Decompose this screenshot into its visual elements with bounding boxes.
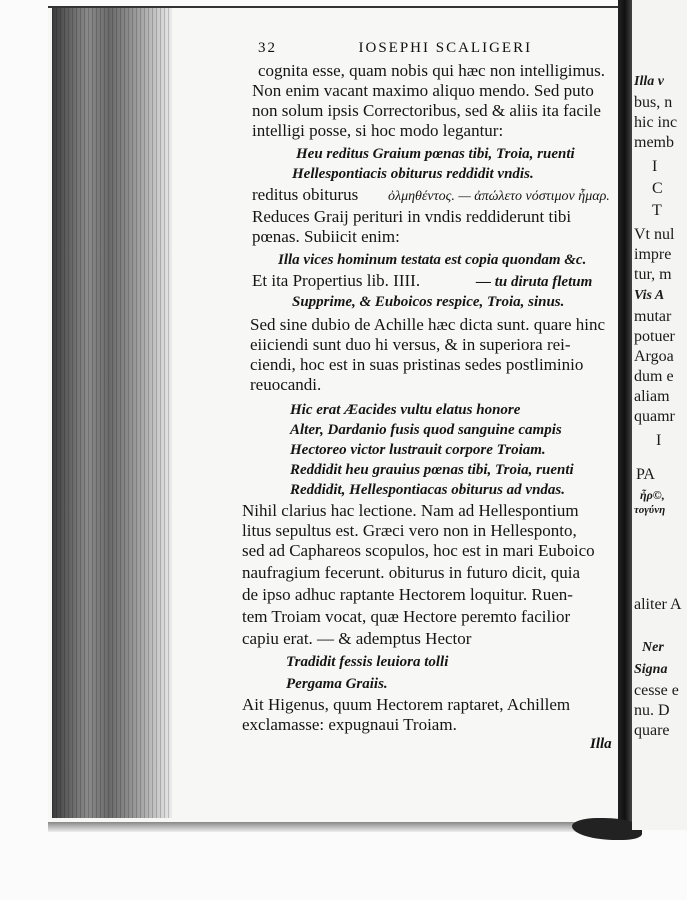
facing-line: I: [652, 158, 658, 175]
text-line: reditus obiturus: [252, 185, 359, 204]
running-head: [258, 40, 532, 57]
text-line: naufragium fecerunt. obiturus in futuro dicit, quia: [242, 563, 581, 582]
facing-line: aliam: [634, 388, 670, 405]
facing-line: I: [656, 432, 662, 449]
text-line: intelligi posse, si hoc modo legantur:: [252, 121, 504, 140]
text-line: Nihil clarius hac lectione. Nam ad Hellespontium: [242, 501, 579, 520]
facing-line: tur, m: [634, 266, 672, 283]
text-line: Et ita Propertius lib. IIII.: [252, 271, 421, 290]
text-line: cognita esse, quam nobis qui hæc non intelligimus.: [258, 61, 606, 80]
facing-line: impre: [634, 246, 672, 263]
greek-quote: ὀλμηθέντος. — ἀπώλετο νόστιμον ἦμαρ.: [388, 189, 610, 204]
facing-line: T: [652, 202, 662, 219]
text-line: Ait Higenus, quum Hectorem raptaret, Achillem: [242, 695, 571, 714]
facing-line: PA: [636, 466, 655, 483]
verse-line: Hectoreo victor lustrauit corpore Troiam.: [290, 442, 546, 458]
verse-line: Reddidit, Hellespontiacas obiturus ad vndas.: [290, 482, 566, 498]
facing-line: C: [652, 180, 663, 197]
facing-line: cesse e: [634, 682, 679, 699]
verse-line: Tradidit fessis leuiora tolli: [286, 654, 449, 670]
facing-line: potuer: [634, 328, 675, 345]
facing-line: hic inc: [634, 114, 678, 131]
text-line: Sed sine dubio de Achille hæc dicta sunt. quare hinc: [250, 315, 606, 334]
facing-line: dum e: [634, 368, 674, 385]
facing-line: Vt nul: [634, 226, 675, 243]
facing-page: [632, 0, 687, 830]
text-line: sed ad Caphareos scopulos, hoc est in mari Euboico: [242, 541, 595, 560]
text-line: tem Troiam vocat, quæ Hectore peremto facilior: [242, 607, 571, 626]
page-gutter: [618, 0, 632, 830]
verse-line: — tu diruta fletum: [476, 274, 593, 290]
spine-texture: [52, 8, 172, 818]
catchword: Illa: [590, 736, 612, 752]
facing-line: ἦρ©,: [640, 488, 665, 502]
verse-line: Pergama Graiis.: [286, 676, 388, 692]
running-head-title: IOSEPHI SCALIGERI: [358, 40, 533, 56]
facing-line: Illa v: [634, 74, 664, 89]
text-line: Non enim vacant maximo aliquo mendo. Sed puto: [252, 81, 594, 100]
text-line: litus sepultus est. Græci vero non in Hellesponto,: [242, 521, 577, 540]
facing-line: quamr: [634, 408, 675, 425]
facing-line: aliter A: [634, 596, 682, 613]
facing-line: memb: [634, 134, 674, 151]
verse-line: Hic erat Æacides vultu elatus honore: [290, 402, 521, 418]
text-line: eiiciendi sunt duo hi versus, & in superiora rei-: [250, 335, 571, 354]
page-number: 32: [258, 40, 277, 56]
verse-line: Supprime, & Euboicos respice, Troia, sinus.: [292, 294, 565, 310]
facing-line: bus, n: [634, 94, 673, 111]
facing-line: quare: [634, 722, 670, 739]
verse-line: Illa vices hominum testata est copia quondam &c.: [278, 252, 587, 268]
facing-line: mutar: [634, 308, 672, 325]
facing-line: nu. D: [634, 702, 670, 719]
text-line: capiu erat. — & ademptus Hector: [242, 629, 472, 648]
verse-line: Reddidit heu grauius pœnas tibi, Troia, ruenti: [290, 462, 574, 478]
facing-line: Ner: [642, 640, 664, 655]
verse-line: Alter, Dardanio fusis quod sanguine campis: [290, 422, 562, 438]
facing-line: Vis A: [634, 288, 665, 303]
text-line: ciendi, hoc est in suas pristinas sedes postliminio: [250, 355, 584, 374]
verse-line: Heu reditus Graium pœnas tibi, Troia, ruenti: [296, 146, 575, 162]
facing-line: τογύνη: [634, 504, 666, 516]
text-line: non solum ipsis Correctoribus, sed & aliis ita facile: [252, 101, 601, 120]
text-line: exclamasse: expugnaui Troiam.: [242, 715, 457, 734]
facing-line: Signa: [634, 662, 668, 677]
text-line: Reduces Graij perituri in vndis reddiderunt tibi: [252, 207, 572, 226]
verse-line: Hellespontiacis obiturus reddidit vndis.: [292, 166, 534, 182]
text-line: reuocandi.: [250, 375, 322, 394]
text-line: pœnas. Subiicit enim:: [252, 227, 400, 246]
facing-line: Argoa: [634, 348, 674, 365]
page-edge-shadow: [48, 822, 628, 832]
text-line: de ipso adhuc raptante Hectorem loquitur. Ruen-: [242, 585, 573, 604]
